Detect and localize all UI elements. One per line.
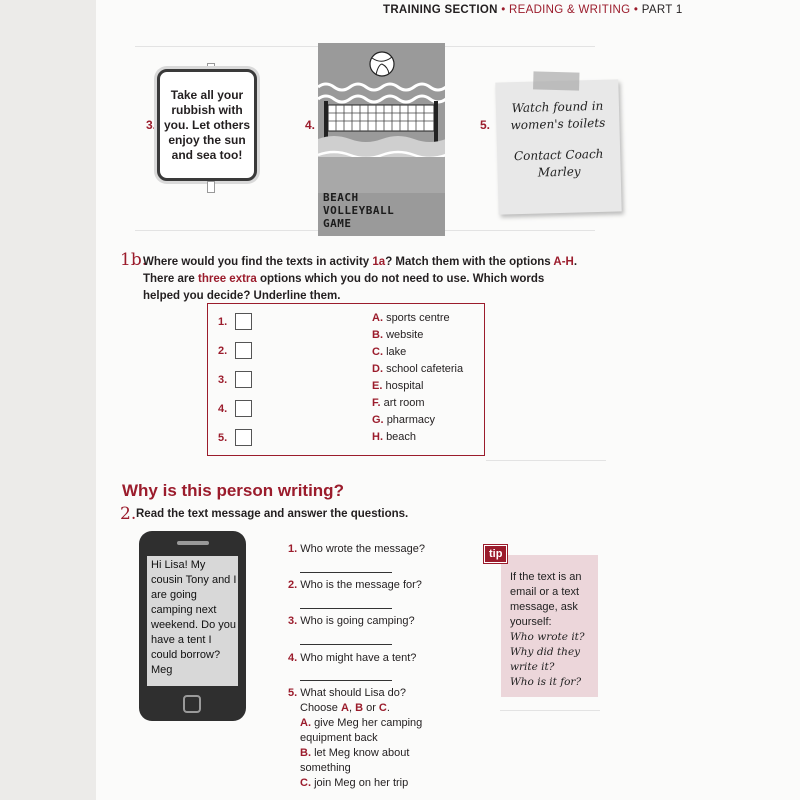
sign-post-bottom — [207, 181, 215, 193]
answer-line[interactable] — [300, 608, 392, 609]
answer-line[interactable] — [300, 680, 392, 681]
question-5-choose: Choose A, B or C. — [300, 702, 390, 714]
option-h: H. beach — [372, 431, 417, 443]
match-row: 3. — [218, 371, 252, 388]
answer-checkbox[interactable] — [235, 371, 252, 388]
option-d: D. school cafeteria — [372, 363, 464, 375]
question-5: 5. What should Lisa do? — [288, 687, 407, 699]
tip-label: tip — [484, 545, 507, 563]
phone-home-button — [183, 695, 201, 713]
header-dot: • — [633, 4, 639, 16]
section-title: Why is this person writing? — [122, 481, 344, 500]
answer-checkbox[interactable] — [235, 342, 252, 359]
choice-a[interactable]: A. give Meg her camping — [300, 717, 423, 729]
phone-screen — [147, 556, 238, 686]
header-topic: READING & WRITING — [509, 4, 631, 16]
option-b: B. website — [372, 329, 424, 341]
matching-box — [207, 303, 485, 456]
match-row: 4. — [218, 400, 252, 417]
question-4: 4. Who might have a tent? — [288, 652, 417, 664]
volleyball-net-illustration — [318, 43, 445, 193]
note-line: women's toilets — [510, 115, 606, 133]
item-number-4: 4. — [305, 118, 316, 132]
answer-checkbox[interactable] — [235, 313, 252, 330]
question-2: 2. Who is the message for? — [288, 579, 422, 591]
tip-text: If the text is an email or a text message, ask yourself: Who wrote it? Why did they write it? Who is it for? — [510, 571, 585, 688]
question-3: 3. Who is going camping? — [288, 615, 415, 627]
choice-b-cont: something — [300, 762, 351, 774]
tape — [533, 71, 579, 90]
note-line: Marley — [537, 164, 581, 180]
exercise-2-instructions: Read the text message and answer the questions. — [136, 508, 409, 520]
page-header — [383, 4, 683, 16]
header-section: TRAINING SECTION — [383, 4, 498, 16]
match-row: 5. — [218, 429, 252, 446]
item-number-5: 5. — [480, 118, 491, 132]
phone-speaker — [177, 541, 209, 545]
answer-line[interactable] — [300, 644, 392, 645]
option-c: C. lake — [372, 346, 407, 358]
note-line: Contact Coach — [513, 146, 604, 164]
answer-line[interactable] — [300, 572, 392, 573]
option-f: F. art room — [372, 397, 425, 409]
exercise-number-2: 2. — [120, 504, 137, 524]
choice-b[interactable]: B. let Meg know about — [300, 747, 410, 759]
show-through-line — [486, 460, 606, 461]
question-1: 1. Who wrote the message? — [288, 543, 425, 555]
answer-checkbox[interactable] — [235, 400, 252, 417]
show-through-line — [500, 710, 600, 711]
choice-a-cont: equipment back — [300, 732, 378, 744]
option-a: A. sports centre — [372, 312, 450, 324]
option-g: G. pharmacy — [372, 414, 435, 426]
sign-rubbish-text: Take all your rubbish with you. Let others enjoy the sun and sea too! — [157, 69, 257, 181]
sign-rubbish — [157, 63, 263, 193]
exercise-number-1b: 1b. — [120, 250, 148, 270]
volleyball-poster — [318, 43, 445, 236]
choice-c[interactable]: C. join Meg on her trip — [300, 777, 409, 789]
text-message: Hi Lisa! My cousin Tony and I are going camping next weekend. Do you have a tent I could borrow? Meg — [151, 559, 237, 676]
sticky-note — [495, 79, 621, 214]
match-row: 2. — [218, 342, 252, 359]
item-number-3: 3. — [146, 118, 157, 132]
header-part: PART 1 — [641, 4, 683, 16]
option-e: E. hospital — [372, 380, 424, 392]
header-dot: • — [501, 4, 506, 16]
note-line: Watch found in — [511, 98, 604, 116]
poster-title: BEACH VOLLEYBALL GAME — [323, 191, 395, 230]
phone-illustration — [139, 531, 246, 721]
match-row: 1. — [218, 313, 252, 330]
answer-checkbox[interactable] — [235, 429, 252, 446]
exercise-1b-instructions: Where would you find the texts in activity 1a? Match them with the options A-H. There are three extra options which you do not need to use. Which words helped you decide? Underline them. — [143, 256, 578, 302]
